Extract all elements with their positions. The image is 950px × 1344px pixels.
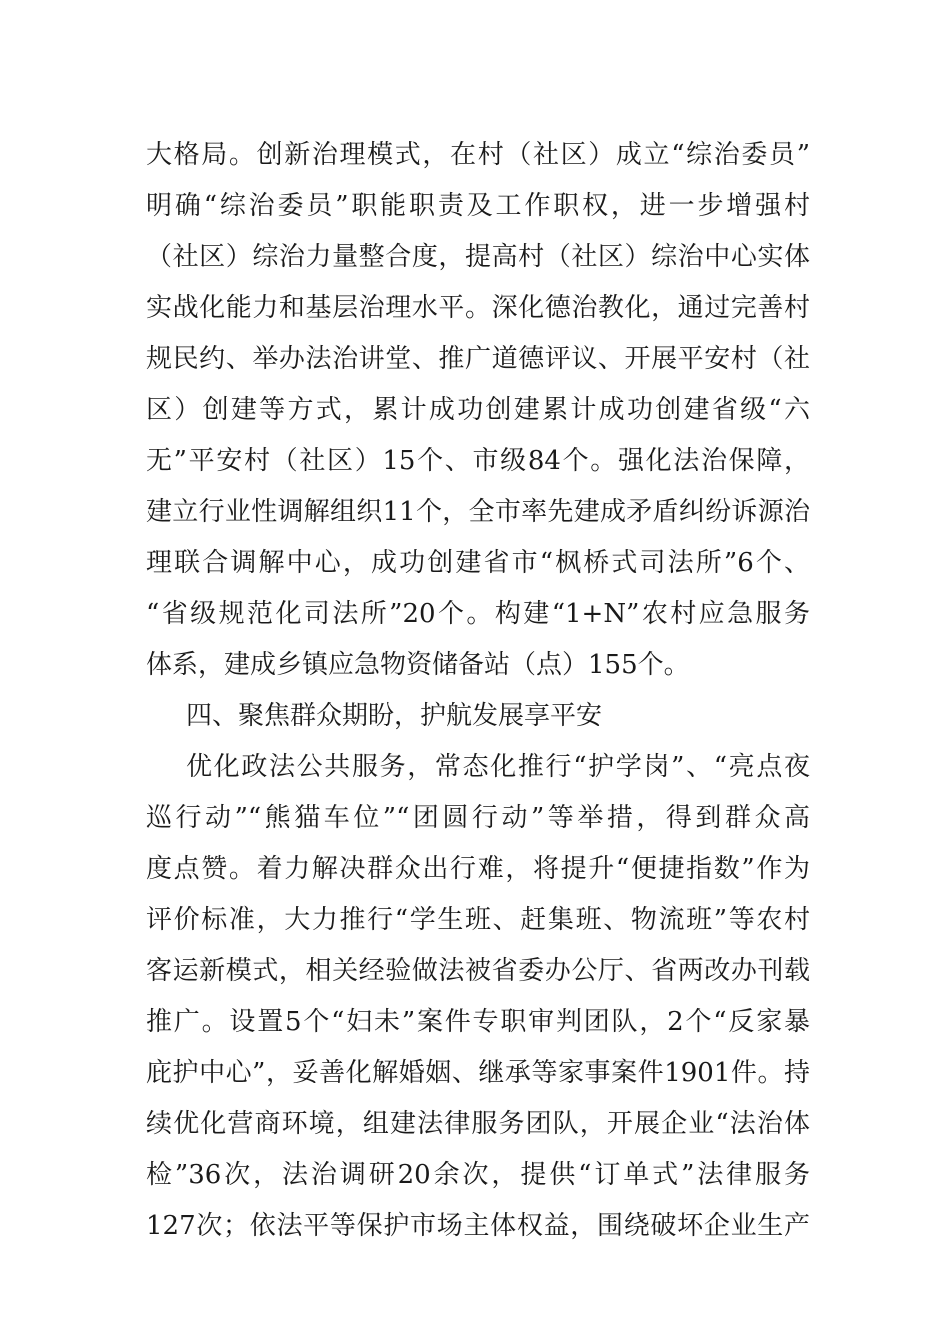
text-line: 度点赞。着力解决群众出行难，将提升“便捷指数”作为 xyxy=(146,854,810,884)
text-line: 大格局。创新治理模式，在村（社区）成立“综治委员” xyxy=(146,140,810,170)
text-line: 区）创建等方式，累计成功创建累计成功创建省级“六 xyxy=(146,395,810,425)
text-line: 庇护中心”，妥善化解婚姻、继承等家事案件1901件。持 xyxy=(146,1058,810,1088)
text-line: 客运新模式，相关经验做法被省委办公厅、省两改办刊载 xyxy=(146,956,810,986)
text-line: 检”36次，法治调研20余次，提供“订单式”法律服务 xyxy=(146,1160,810,1190)
text-line: 建立行业性调解组织11个，全市率先建成矛盾纠纷诉源治 xyxy=(146,497,810,527)
text-line: 明确“综治委员”职能职责及工作职权，进一步增强村 xyxy=(146,191,810,221)
text-line: 推广。设置5个“妇未”案件专职审判团队，2个“反家暴 xyxy=(146,1007,810,1037)
text-line: 理联合调解中心，成功创建省市“枫桥式司法所”6个、 xyxy=(146,548,810,578)
section-heading: 四、聚焦群众期盼，护航发展享平安 xyxy=(186,701,603,731)
text-line: “省级规范化司法所”20个。构建“1+N”农村应急服务 xyxy=(146,599,810,629)
text-line: 体系，建成乡镇应急物资储备站（点）155个。 xyxy=(146,650,690,680)
text-line: 规民约、举办法治讲堂、推广道德评议、开展平安村（社 xyxy=(146,344,810,374)
text-line: （社区）综治力量整合度，提高村（社区）综治中心实体 xyxy=(146,242,810,272)
text-line: 优化政法公共服务，常态化推行“护学岗”、“亮点夜 xyxy=(186,752,810,782)
document-body xyxy=(146,130,810,1252)
text-line: 评价标准，大力推行“学生班、赶集班、物流班”等农村 xyxy=(146,905,810,935)
text-line: 续优化营商环境，组建法律服务团队，开展企业“法治体 xyxy=(146,1109,810,1139)
text-line: 实战化能力和基层治理水平。深化德治教化，通过完善村 xyxy=(146,293,810,323)
text-line: 127次；依法平等保护市场主体权益，围绕破坏企业生产 xyxy=(146,1211,810,1241)
text-line: 巡行动”“熊猫车位”“团圆行动”等举措，得到群众高 xyxy=(146,803,810,833)
text-line: 无”平安村（社区）15个、市级84个。强化法治保障， xyxy=(146,446,810,476)
